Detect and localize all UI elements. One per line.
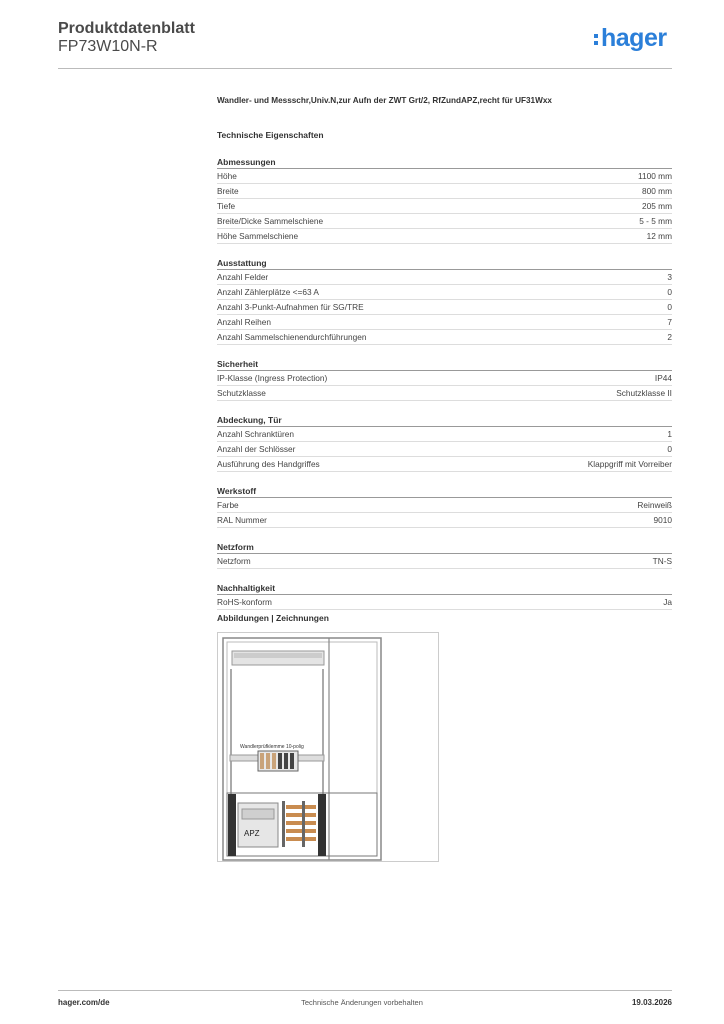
section bbox=[217, 581, 672, 610]
property-value: Klappgriff mit Vorreiber bbox=[587, 459, 672, 469]
property-row bbox=[217, 386, 672, 401]
property-label: Netzform bbox=[217, 556, 251, 566]
property-label: Anzahl Zählerplätze <=63 A bbox=[217, 287, 319, 297]
property-label: RAL Nummer bbox=[217, 515, 267, 525]
section-title: Netzform bbox=[217, 540, 672, 554]
section-title: Abdeckung, Tür bbox=[217, 413, 672, 427]
property-label: Breite bbox=[217, 186, 239, 196]
property-label: Höhe Sammelschiene bbox=[217, 231, 299, 241]
terminal-label: Wandlerprüfklemme 10-polig bbox=[240, 744, 304, 750]
property-value: 1100 mm bbox=[638, 171, 672, 181]
property-row bbox=[217, 371, 672, 386]
property-label: Höhe bbox=[217, 171, 237, 181]
property-row bbox=[217, 229, 672, 244]
tech-heading: Technische Eigenschaften bbox=[217, 130, 324, 140]
property-value: Schutzklasse II bbox=[616, 388, 672, 398]
property-row bbox=[217, 300, 672, 315]
property-label: Ausführung des Handgriffes bbox=[217, 459, 320, 469]
terminal-block bbox=[258, 751, 298, 771]
section-title: Sicherheit bbox=[217, 357, 672, 371]
properties-sections bbox=[217, 155, 672, 622]
property-value: 3 bbox=[667, 272, 672, 282]
lower-right-bar bbox=[318, 794, 326, 856]
property-row bbox=[217, 184, 672, 199]
property-label: RoHS-konform bbox=[217, 597, 272, 607]
property-label: IP-Klasse (Ingress Protection) bbox=[217, 373, 328, 383]
article-number: FP73W10N-R bbox=[58, 38, 158, 55]
property-row bbox=[217, 169, 672, 184]
section bbox=[217, 484, 672, 528]
property-value: 800 mm bbox=[642, 186, 672, 196]
property-row bbox=[217, 442, 672, 457]
property-value: 205 mm bbox=[642, 201, 672, 211]
cabinet-drawing bbox=[218, 633, 440, 863]
product-drawing bbox=[217, 632, 439, 862]
property-label: Breite/Dicke Sammelschiene bbox=[217, 216, 324, 226]
property-row bbox=[217, 270, 672, 285]
property-row bbox=[217, 513, 672, 528]
section-title: Ausstattung bbox=[217, 256, 672, 270]
property-row bbox=[217, 285, 672, 300]
section bbox=[217, 256, 672, 345]
property-value: 1 bbox=[667, 429, 672, 439]
property-value: 7 bbox=[667, 317, 672, 327]
property-value: 5 - 5 mm bbox=[639, 216, 672, 226]
property-row bbox=[217, 457, 672, 472]
property-row bbox=[217, 214, 672, 229]
property-row bbox=[217, 498, 672, 513]
product-description: Wandler- und Messschr,Univ.N,zur Aufn der ZWT Grt/2, RfZundAPZ,recht für UF31Wxx bbox=[217, 96, 552, 105]
section bbox=[217, 357, 672, 401]
section-title: Nachhaltigkeit bbox=[217, 581, 672, 595]
property-value: IP44 bbox=[654, 373, 672, 383]
property-label: Schutzklasse bbox=[217, 388, 266, 398]
header-divider bbox=[58, 68, 672, 69]
property-label: Anzahl Reihen bbox=[217, 317, 271, 327]
section bbox=[217, 413, 672, 472]
section bbox=[217, 540, 672, 569]
property-value: TN-S bbox=[652, 556, 672, 566]
images-heading: Abbildungen | Zeichnungen bbox=[217, 613, 329, 623]
property-label: Farbe bbox=[217, 500, 239, 510]
property-value: 12 mm bbox=[646, 231, 672, 241]
section-title: Abmessungen bbox=[217, 155, 672, 169]
logo-text: hager bbox=[601, 24, 667, 52]
property-row bbox=[217, 554, 672, 569]
apz-label: APZ bbox=[244, 829, 260, 838]
logo-dots-icon bbox=[594, 34, 598, 48]
property-row bbox=[217, 330, 672, 345]
property-label: Tiefe bbox=[217, 201, 236, 211]
property-label: Anzahl 3-Punkt-Aufnahmen für SG/TRE bbox=[217, 302, 364, 312]
property-value: Ja bbox=[663, 597, 672, 607]
footer-date: 19.03.2026 bbox=[631, 998, 672, 1007]
property-label: Anzahl Sammelschienendurchführungen bbox=[217, 332, 367, 342]
property-label: Anzahl der Schlösser bbox=[217, 444, 296, 454]
property-value: Reinweiß bbox=[637, 500, 672, 510]
section-title: Werkstoff bbox=[217, 484, 672, 498]
property-value: 0 bbox=[667, 302, 672, 312]
property-value: 0 bbox=[667, 287, 672, 297]
section bbox=[217, 155, 672, 244]
property-value: 0 bbox=[667, 444, 672, 454]
footer-website[interactable]: hager.com/de bbox=[58, 998, 110, 1007]
footer-note: Technische Änderungen vorbehalten bbox=[301, 998, 423, 1007]
top-rail-inner bbox=[234, 653, 322, 658]
property-label: Anzahl Schranktüren bbox=[217, 429, 295, 439]
property-value: 9010 bbox=[653, 515, 672, 525]
property-row bbox=[217, 595, 672, 610]
property-row bbox=[217, 199, 672, 214]
busbars bbox=[282, 801, 316, 847]
footer-divider bbox=[58, 990, 672, 991]
property-row bbox=[217, 427, 672, 442]
lower-left-bar bbox=[228, 794, 236, 856]
page-title: Produktdatenblatt bbox=[58, 20, 195, 37]
property-label: Anzahl Felder bbox=[217, 272, 269, 282]
property-row bbox=[217, 315, 672, 330]
property-value: 2 bbox=[667, 332, 672, 342]
